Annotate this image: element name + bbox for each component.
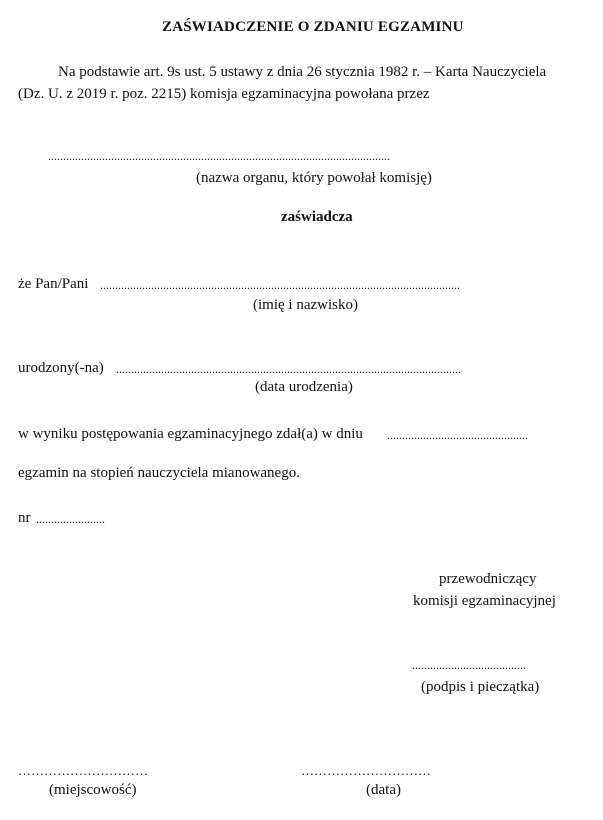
- chair-line-2: komisji egzaminacyjnej: [413, 593, 556, 609]
- place-caption: (miejscowość): [49, 782, 137, 798]
- signature-caption: (podpis i pieczątka): [421, 679, 540, 695]
- exam-line: egzamin na stopień nauczyciela mianowanego.: [18, 465, 300, 481]
- certifies-heading: zaświadcza: [281, 209, 353, 225]
- result-line: w wyniku postępowania egzaminacyjnego zdał(a) w dniu: [18, 426, 363, 442]
- name-prefix: że Pan/Pani: [18, 276, 89, 292]
- organ-name-field: ..................................................................................................................: [48, 149, 390, 163]
- document-title: ZAŚWIADCZENIE O ZDANIU EGZAMINU: [162, 19, 464, 35]
- intro-line-2: (Dz. U. z 2019 r. poz. 2215) komisja egzaminacyjna powołana przez: [18, 86, 430, 102]
- exam-date-field: ...............................................: [387, 428, 528, 442]
- date-field: …………………………: [301, 763, 431, 778]
- date-caption: (data): [366, 782, 401, 798]
- nr-field: .......................: [36, 512, 105, 526]
- nr-prefix: nr: [18, 510, 31, 526]
- name-caption: (imię i nazwisko): [253, 297, 358, 313]
- birth-date-caption: (data urodzenia): [255, 379, 353, 395]
- place-field: …………………………: [18, 763, 148, 778]
- born-prefix: urodzony(-na): [18, 360, 104, 376]
- signature-field: ......................................: [412, 658, 526, 672]
- name-field: ........................................................................................................................: [100, 278, 460, 292]
- intro-line-1: Na podstawie art. 9s ust. 5 ustawy z dnia 26 stycznia 1982 r. – Karta Nauczyciela: [58, 64, 547, 80]
- organ-name-caption: (nazwa organu, który powołał komisję): [196, 170, 432, 186]
- birth-date-field: ...................................................................................................................: [116, 362, 461, 376]
- chair-line-1: przewodniczący: [439, 571, 537, 587]
